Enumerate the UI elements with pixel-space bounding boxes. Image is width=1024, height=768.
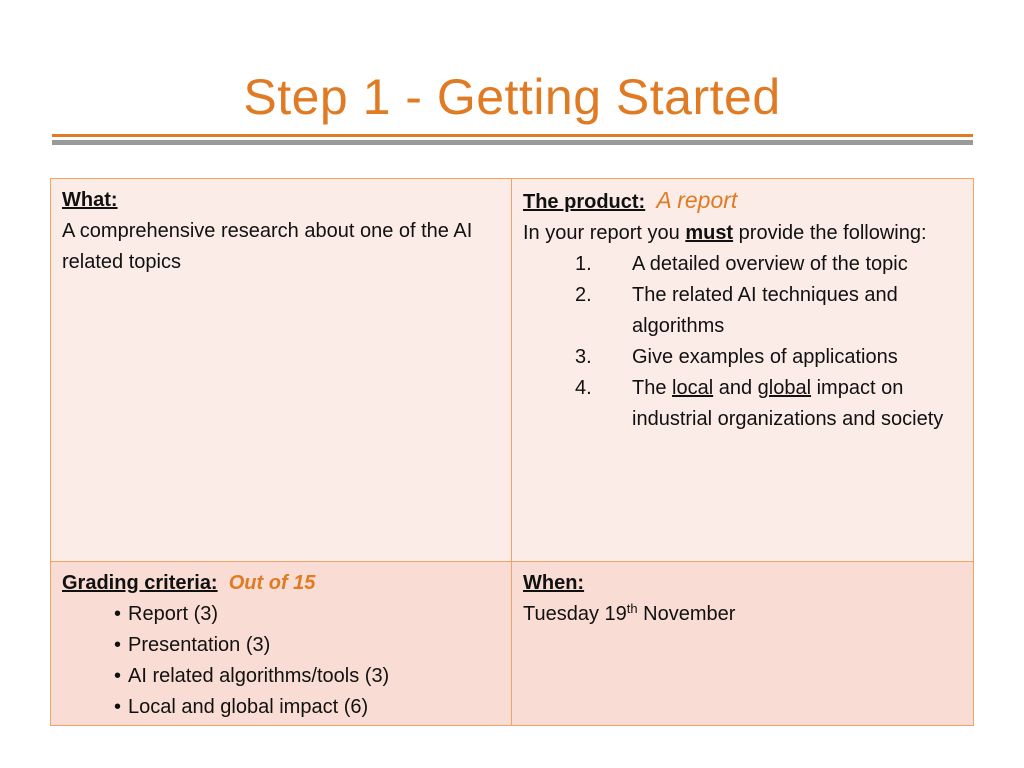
global-word: global <box>757 377 812 399</box>
must-word: must <box>685 222 734 244</box>
list-item: • Local and global impact (6) <box>62 692 501 723</box>
bullet-icon: • <box>114 634 122 656</box>
product-heading: The product: <box>523 191 646 213</box>
list-item: 1. A detailed overview of the topic <box>575 253 908 275</box>
list-item: 4. The local and global impact on industrial organizations and society <box>575 377 944 430</box>
when-cell <box>512 562 973 725</box>
info-table <box>50 178 974 726</box>
product-requirements-list <box>523 249 963 435</box>
when-heading: When: <box>523 572 585 594</box>
title-rule-gray <box>52 140 973 145</box>
when-date: Tuesday 19th November <box>523 601 736 625</box>
bullet-icon: • <box>114 696 122 718</box>
grading-heading: Grading criteria: <box>62 572 218 594</box>
list-item: • AI related algorithms/tools (3) <box>62 661 501 692</box>
grading-value: Out of 15 <box>228 572 316 594</box>
list-item: • Presentation (3) <box>62 630 501 661</box>
slide-title: Step 1 - Getting Started <box>243 69 781 125</box>
local-word: local <box>672 377 714 399</box>
grading-list <box>62 599 501 723</box>
product-intro: In your report you must provide the following: <box>523 222 927 244</box>
what-cell <box>51 179 512 562</box>
title-rule-orange <box>52 134 973 137</box>
bullet-icon: • <box>114 665 122 687</box>
what-text: A comprehensive research about one of the AI related topics <box>62 220 473 273</box>
product-value: A report <box>656 187 738 213</box>
product-cell <box>512 179 973 562</box>
list-item: 2. The related AI techniques and algorithms <box>575 284 898 337</box>
bullet-icon: • <box>114 603 122 625</box>
list-item: 3. Give examples of applications <box>575 346 898 368</box>
list-item: • Report (3) <box>62 599 501 630</box>
what-heading: What: <box>62 189 118 211</box>
grading-cell <box>51 562 512 725</box>
